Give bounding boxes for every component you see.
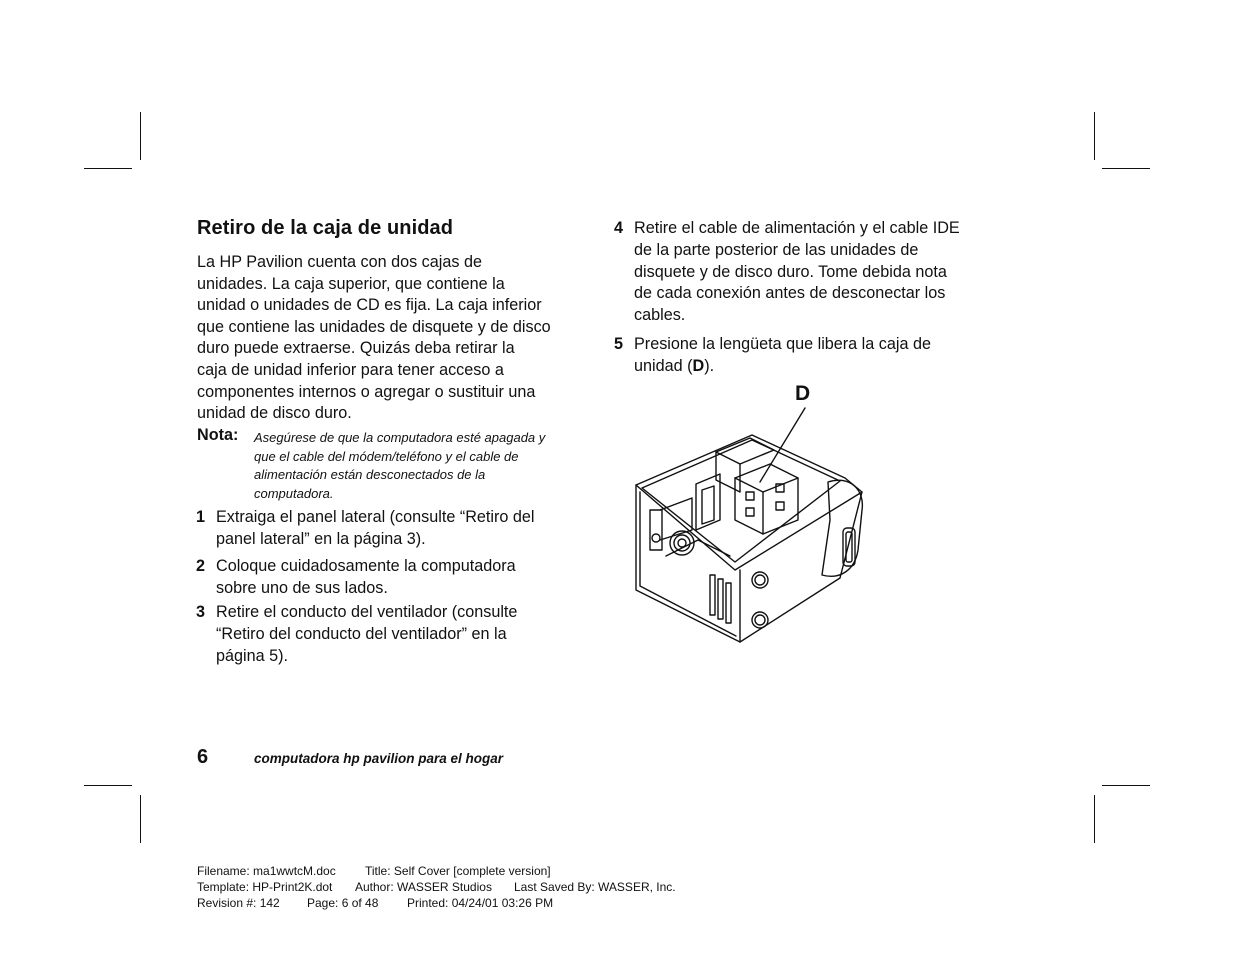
crop-mark-bottom-right-horizontal [1102, 785, 1150, 786]
note-label: Nota: [197, 426, 239, 444]
step-number: 2 [196, 557, 206, 575]
step-line: Retire el cable de alimentación y el cable IDE [634, 219, 960, 237]
step-line: Coloque cuidadosamente la computadora [216, 557, 516, 575]
step-line: Retire el conducto del ventilador (consulte [216, 603, 518, 621]
step-line: cables. [634, 306, 686, 325]
intro-line: caja de unidad inferior para tener acceso a [197, 360, 504, 379]
intro-line: unidades. La caja superior, que contiene la [197, 274, 505, 293]
step-text [634, 218, 960, 327]
meta-title: Title: Self Cover [complete version] [365, 864, 551, 878]
step-text [216, 556, 516, 600]
crop-mark-top-left-vertical [140, 112, 141, 160]
crop-mark-top-right-vertical [1094, 112, 1095, 160]
meta-printed: Printed: 04/24/01 03:26 PM [407, 896, 554, 910]
crop-mark-top-left-horizontal [84, 168, 132, 169]
step-line: panel lateral” en la página 3). [216, 529, 426, 548]
step-number: 1 [196, 508, 206, 526]
callout-reference: D [692, 356, 705, 375]
page-number: 6 [197, 746, 209, 768]
step-line: Presione la lengüeta que libera la caja de [634, 335, 931, 353]
step-line: página 5). [216, 646, 288, 665]
intro-line: unidad o unidades de CD es fija. La caja inferior [197, 296, 542, 315]
step-number: 4 [614, 219, 624, 237]
intro-line: componentes internos o agregar o sustituir una [197, 382, 536, 401]
note-text [254, 429, 574, 503]
step-line: de cada conexión antes de desconectar los [634, 284, 946, 303]
crop-mark-bottom-left-vertical [140, 795, 141, 843]
meta-filename: Filename: ma1wwtcM.doc [197, 864, 336, 878]
step-line: Extraiga el panel lateral (consulte “Retiro del [216, 508, 535, 526]
intro-line: duro puede extraerse. Quizás deba retirar la [197, 339, 515, 358]
note-line: Asegúrese de que la computadora esté apagada y [254, 430, 546, 445]
step-number: 5 [614, 335, 624, 353]
step-line: de la parte posterior de las unidades de [634, 240, 919, 259]
intro-line: que contiene las unidades de disquete y de disco [197, 317, 551, 336]
intro-paragraph [197, 252, 577, 425]
section-heading: Retiro de la caja de unidad [197, 217, 454, 239]
meta-last-saved: Last Saved By: WASSER, Inc. [514, 880, 676, 894]
note-line: computadora. [254, 485, 334, 501]
step-line-prefix: unidad ( [634, 356, 693, 375]
step-line-suffix: ). [704, 356, 715, 375]
computer-drive-cage-illustration [600, 380, 900, 670]
step-line: “Retiro del conducto del ventilador” en la [216, 624, 507, 643]
meta-author: Author: WASSER Studios [355, 880, 492, 894]
running-footer-title: computadora hp pavilion para el hogar [254, 751, 504, 766]
crop-mark-bottom-right-vertical [1094, 795, 1095, 843]
crop-mark-bottom-left-horizontal [84, 785, 132, 786]
step-number: 3 [196, 603, 206, 621]
intro-line: La HP Pavilion cuenta con dos cajas de [197, 253, 482, 271]
figure-callout-label: D [795, 382, 811, 405]
intro-line: unidad de disco duro. [197, 404, 352, 423]
meta-template: Template: HP-Print2K.dot [197, 880, 333, 894]
crop-mark-top-right-horizontal [1102, 168, 1150, 169]
step-line [634, 356, 931, 378]
step-line: sobre uno de sus lados. [216, 578, 388, 597]
step-line: disquete y de disco duro. Tome debida nota [634, 262, 947, 281]
note-line: alimentación están desconectados de la [254, 467, 486, 483]
step-text [216, 602, 517, 667]
step-text [216, 507, 535, 551]
note-line: que el cable del módem/teléfono y el cable de [254, 448, 519, 464]
meta-revision: Revision #: 142 [197, 896, 280, 910]
meta-page: Page: 6 of 48 [307, 896, 379, 910]
step-text [634, 334, 931, 378]
